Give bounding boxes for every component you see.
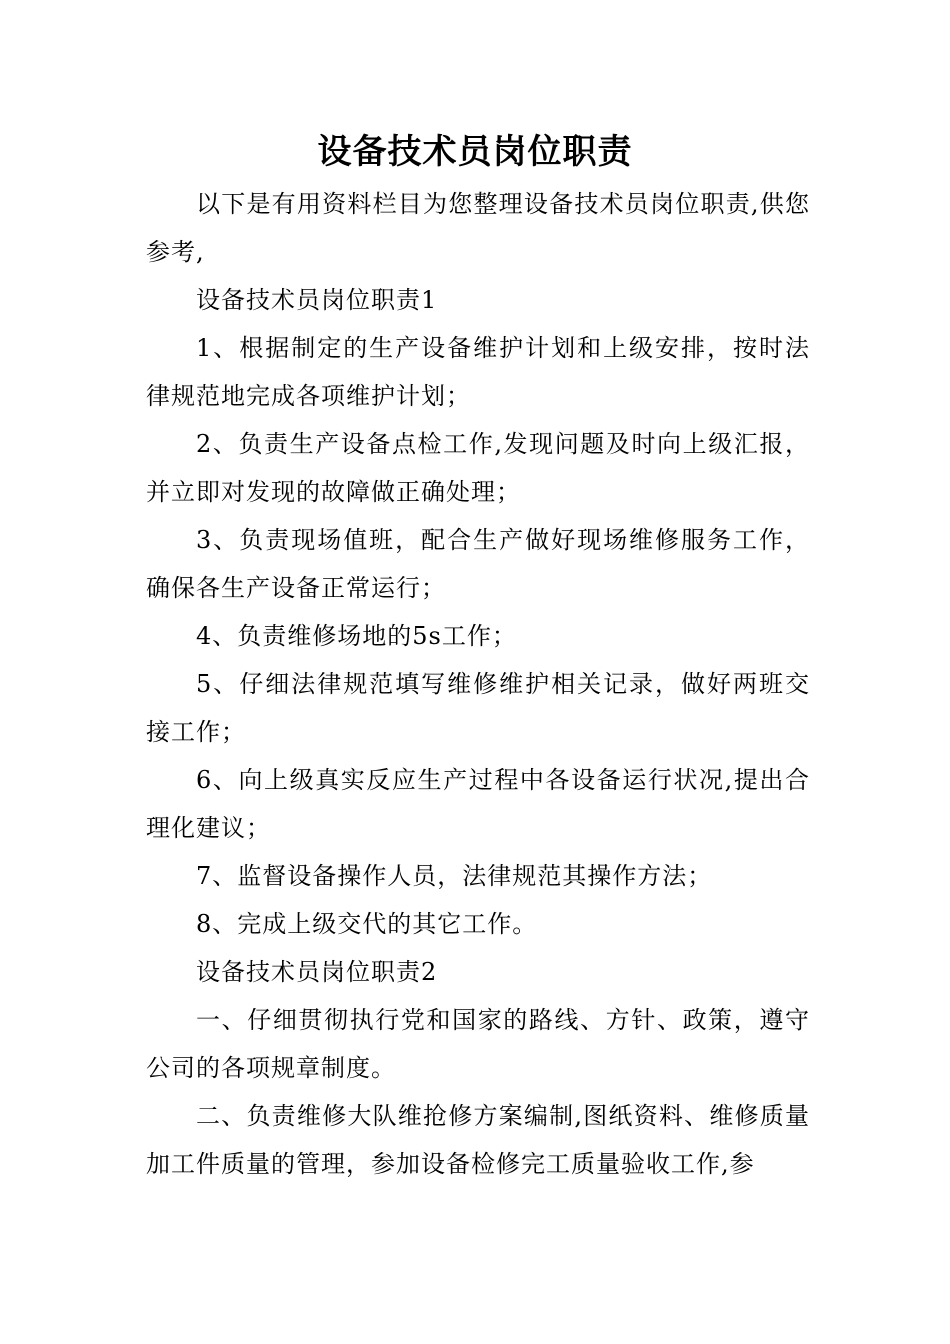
document-body bbox=[146, 180, 810, 1188]
duty-item: 二、负责维修大队维抢修方案编制,图纸资料、维修质量加工件质量的管理，参加设备检修完工质量验收工作,参 bbox=[146, 1102, 810, 1178]
intro-paragraph: 以下是有用资料栏目为您整理设备技术员岗位职责,供您参考, bbox=[146, 190, 810, 266]
duty-item: 6、向上级真实反应生产过程中各设备运行状况,提出合理化建议； bbox=[146, 766, 810, 842]
duty-item: 7、监督设备操作人员，法律规范其操作方法； bbox=[196, 862, 713, 890]
section-heading-2: 设备技术员岗位职责2 bbox=[196, 958, 438, 986]
duty-item: 一、仔细贯彻执行党和国家的路线、方针、政策，遵守公司的各项规章制度。 bbox=[146, 1006, 810, 1082]
document-title: 设备技术员岗位职责 bbox=[317, 132, 633, 172]
duty-item: 1、根据制定的生产设备维护计划和上级安排，按时法律规范地完成各项维护计划； bbox=[146, 334, 810, 410]
section-heading-1: 设备技术员岗位职责1 bbox=[196, 286, 438, 314]
duty-item: 2、负责生产设备点检工作,发现问题及时向上级汇报，并立即对发现的故障做正确处理； bbox=[146, 430, 810, 506]
duty-item: 4、负责维修场地的5s工作； bbox=[196, 622, 517, 650]
duty-item: 5、仔细法律规范填写维修维护相关记录，做好两班交接工作； bbox=[146, 670, 810, 746]
duty-item: 8、完成上级交代的其它工作。 bbox=[196, 910, 538, 938]
duty-item: 3、负责现场值班，配合生产做好现场维修服务工作，确保各生产设备正常运行； bbox=[146, 526, 810, 602]
